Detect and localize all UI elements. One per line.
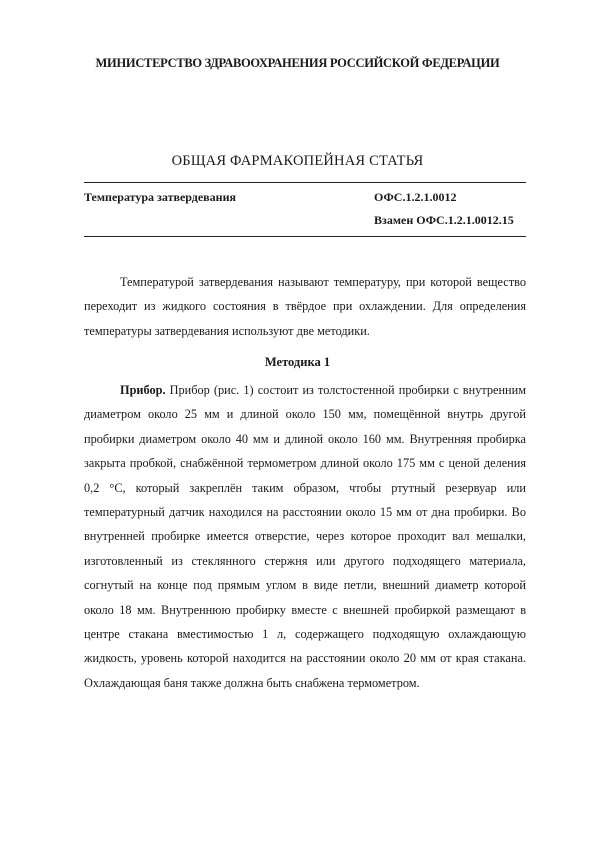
apparatus-text: Прибор (рис. 1) состоит из толстостенной пробирки с внутренним диаметром около 25 мм и длиной около 150 мм, помещённой внутрь другой пробирки диаметром около 40 мм и длиной около 160 мм. Внутренняя пробирка закрыта пробкой, снабжённой термометром длиной около 175 мм с ценой деления 0,2 °С, который закреплён таким образом, чтобы ртутный резервуар или температурный датчик находился на расстоянии около 15 мм от дна пробирки. Во внутренней пробирке имеется отверстие, через которое проходит вал мешалки, изготовленный из стеклянного стержня или другого подходящего материала, согнутый на конце под прямым углом в виде петли, внешний диаметр которой около 18 мм. Внутреннюю пробирку вместе с внешней пробиркой размещают в центре стакана вместимостью 1 л, содержащего подходящую охлаждающую жидкость, уровень которой находится на расстоянии около 20 мм от края стакана. Охлаждающая баня также должна быть снабжена термометром.	[84, 383, 526, 690]
apparatus-lead: Прибор.	[120, 383, 166, 397]
article-name: Температура затвердевания	[84, 190, 236, 204]
article-type-title: ОБЩАЯ ФАРМАКОПЕЙНАЯ СТАТЬЯ	[171, 153, 424, 169]
article-replaces: Взамен ОФС.1.2.1.0012.15	[374, 213, 514, 227]
ministry-header: МИНИСТЕРСТВО ЗДРАВООХРАНЕНИЯ РОССИЙСКОЙ ФЕДЕРАЦИИ	[95, 56, 500, 70]
intro-paragraph: Температурой затвердевания называют температуру, при которой вещество переходит из жидкого состояния в твёрдое при охлаждении. Для определения температуры затвердевания используют две методики.	[84, 275, 526, 338]
top-divider	[84, 182, 526, 183]
apparatus-paragraph	[84, 378, 526, 695]
method-title: Методика 1	[264, 355, 331, 369]
article-code: ОФС.1.2.1.0012	[374, 190, 457, 204]
bottom-divider	[84, 236, 526, 237]
